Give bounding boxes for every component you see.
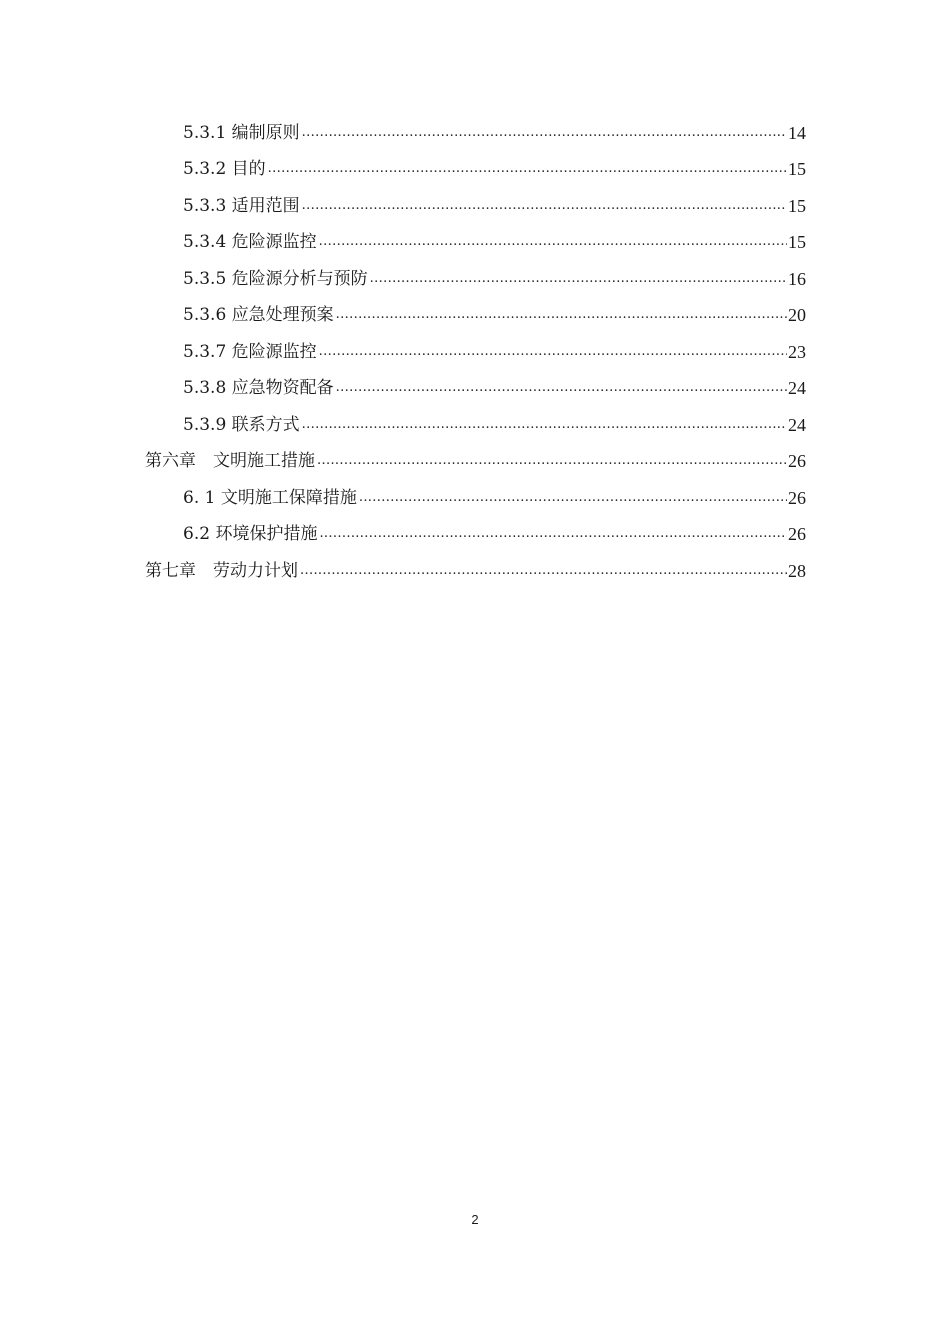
toc-entry-label: 第七章 劳动力计划 bbox=[145, 561, 298, 581]
toc-entry-page: 23 bbox=[788, 342, 806, 362]
toc-entry-5-3-4[interactable] bbox=[183, 225, 806, 253]
toc-entry-page: 28 bbox=[788, 561, 806, 581]
toc-dot-leader bbox=[302, 195, 787, 217]
page-number: 2 bbox=[471, 1212, 479, 1227]
toc-entry-label: 5.3.7 危险源监控 bbox=[183, 342, 317, 362]
toc-entry-label: 5.3.6 应急处理预案 bbox=[183, 305, 334, 325]
toc-dot-leader bbox=[336, 304, 787, 326]
toc-entry-chapter-7[interactable] bbox=[145, 554, 806, 582]
toc-entry-page: 26 bbox=[788, 488, 806, 508]
toc-entry-label: 5.3.5 危险源分析与预防 bbox=[183, 269, 368, 289]
toc-entry-chapter-6[interactable] bbox=[145, 444, 806, 472]
toc-entry-label: 5.3.8 应急物资配备 bbox=[183, 378, 334, 398]
toc-dot-leader bbox=[319, 341, 787, 363]
toc-entry-page: 20 bbox=[788, 305, 806, 325]
toc-entry-5-3-7[interactable] bbox=[183, 335, 806, 363]
toc-entry-label: 5.3.9 联系方式 bbox=[183, 415, 300, 435]
toc-entry-page: 24 bbox=[788, 415, 806, 435]
toc-entry-page: 26 bbox=[788, 524, 806, 544]
toc-entry-5-3-6[interactable] bbox=[183, 298, 806, 326]
toc-dot-leader bbox=[268, 158, 787, 180]
toc-entry-6-2[interactable] bbox=[183, 517, 806, 545]
toc-entry-5-3-3[interactable] bbox=[183, 189, 806, 217]
toc-dot-leader bbox=[319, 231, 787, 253]
toc-dot-leader bbox=[302, 414, 787, 436]
toc-entry-5-3-8[interactable] bbox=[183, 371, 806, 399]
toc-dot-leader bbox=[336, 377, 787, 399]
toc-entry-label: 5.3.4 危险源监控 bbox=[183, 232, 317, 252]
toc-entry-5-3-5[interactable] bbox=[183, 262, 806, 290]
toc-entry-page: 15 bbox=[788, 159, 806, 179]
toc-entry-label: 6.2 环境保护措施 bbox=[183, 524, 318, 544]
toc-entry-label: 5.3.1 编制原则 bbox=[183, 123, 300, 143]
toc-dot-leader bbox=[300, 560, 787, 582]
toc-entry-page: 15 bbox=[788, 196, 806, 216]
toc-entry-page: 14 bbox=[788, 123, 806, 143]
toc-entry-5-3-9[interactable] bbox=[183, 408, 806, 436]
toc-entry-label: 6. 1 文明施工保障措施 bbox=[183, 488, 357, 508]
toc-dot-leader bbox=[319, 523, 787, 545]
toc-entry-page: 24 bbox=[788, 378, 806, 398]
toc-dot-leader bbox=[370, 268, 787, 290]
toc-entry-label: 第六章 文明施工措施 bbox=[145, 451, 315, 471]
toc-entry-page: 16 bbox=[788, 269, 806, 289]
toc-dot-leader bbox=[359, 487, 787, 509]
toc-entry-6-1[interactable] bbox=[183, 481, 806, 509]
toc-entry-page: 15 bbox=[788, 232, 806, 252]
toc-dot-leader bbox=[302, 122, 787, 144]
toc-entry-5-3-1[interactable] bbox=[183, 116, 806, 144]
toc-entry-5-3-2[interactable] bbox=[183, 152, 806, 180]
toc-entry-page: 26 bbox=[788, 451, 806, 471]
toc-dot-leader bbox=[317, 450, 787, 472]
toc-entry-label: 5.3.2 目的 bbox=[183, 159, 266, 179]
toc-entry-label: 5.3.3 适用范围 bbox=[183, 196, 300, 216]
